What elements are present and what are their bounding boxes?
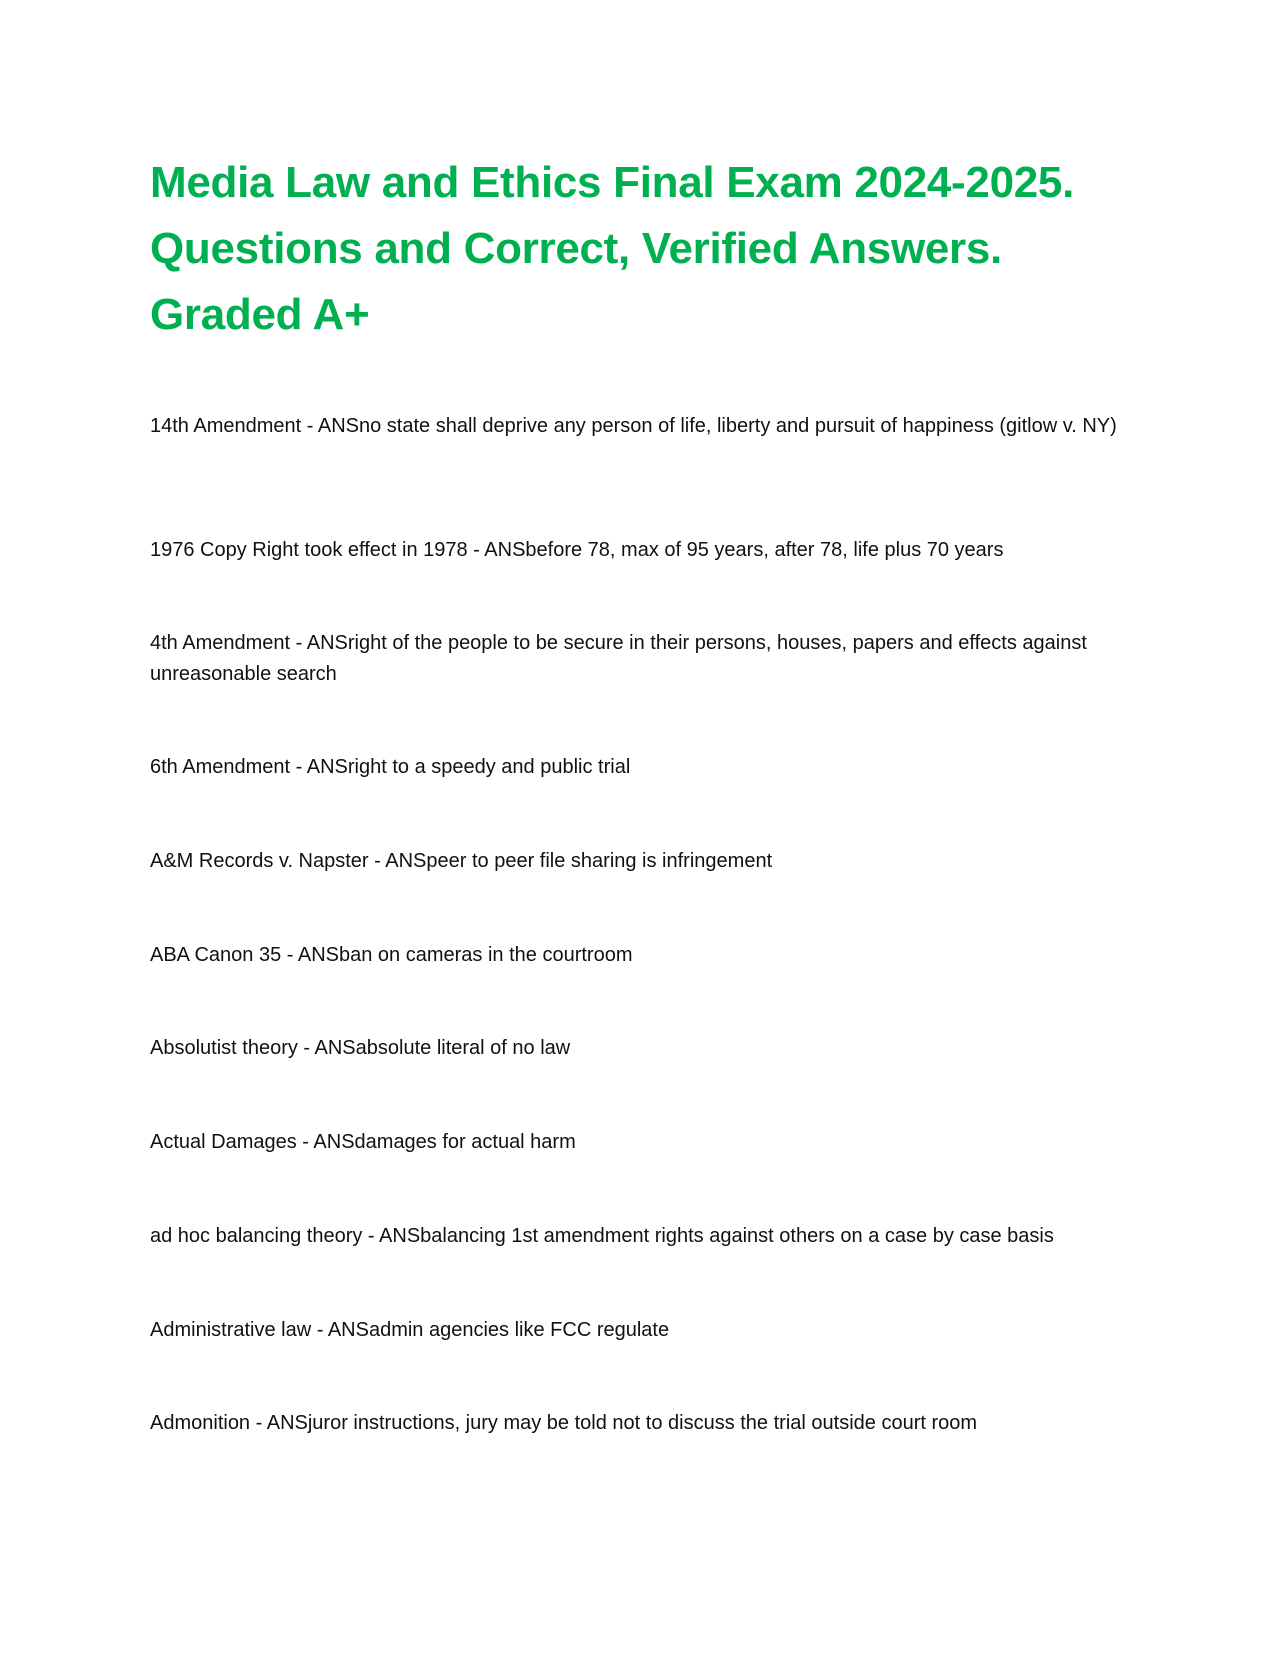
qa-entry-4th-amendment: 4th Amendment - ANSright of the people to be secure in their persons, houses, papers and effects against unreasonable search bbox=[150, 632, 1087, 685]
qa-entry-admonition: Admonition - ANSjuror instructions, jury may be told not to discuss the trial outside court room bbox=[150, 1412, 978, 1434]
document-title bbox=[150, 150, 1150, 348]
qa-entry-administrative-law: Administrative law - ANSadmin agencies like FCC regulate bbox=[150, 1319, 670, 1341]
qa-entry-absolutist-theory: Absolutist theory - ANSabsolute literal of no law bbox=[150, 1037, 571, 1059]
qa-entry-copyright-1976: 1976 Copy Right took effect in 1978 - ANSbefore 78, max of 95 years, after 78, life plus 70 years bbox=[150, 539, 1004, 561]
qa-entry-aba-canon-35: ABA Canon 35 - ANSban on cameras in the courtroom bbox=[150, 944, 633, 966]
qa-entry-napster: A&M Records v. Napster - ANSpeer to peer file sharing is infringement bbox=[150, 850, 773, 872]
title-line-3: Graded A+ bbox=[150, 290, 370, 339]
title-line-2: Questions and Correct, Verified Answers. bbox=[150, 224, 1002, 273]
title-line-1: Media Law and Ethics Final Exam 2024-2025. bbox=[150, 158, 1075, 207]
qa-entry-14th-amendment: 14th Amendment - ANSno state shall deprive any person of life, liberty and pursuit of happiness (gitlow v. NY) bbox=[150, 415, 1117, 437]
qa-entry-actual-damages: Actual Damages - ANSdamages for actual harm bbox=[150, 1131, 576, 1153]
qa-entry-ad-hoc-balancing: ad hoc balancing theory - ANSbalancing 1st amendment rights against others on a case by case basis bbox=[150, 1225, 1054, 1247]
qa-entry-6th-amendment: 6th Amendment - ANSright to a speedy and public trial bbox=[150, 756, 631, 778]
